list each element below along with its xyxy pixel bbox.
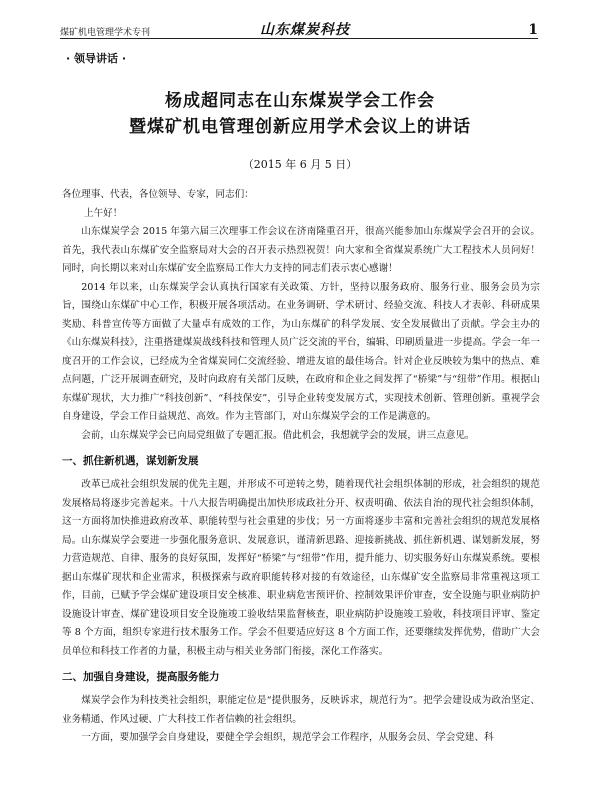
article-title xyxy=(40,88,560,140)
title-line-1: 杨成超同志在山东煤炭学会工作会 xyxy=(165,91,435,111)
paragraph: 煤炭学会作为科技类社会组织，职能定位是“提供服务，反映诉求，规范行为”。把学会建设成为政治坚定、业务精通、作风过硬、广大科技工作者信赖的社会组织。 xyxy=(62,695,540,725)
paragraph: 2014 年以来，山东煤炭学会认真执行国家有关政策、方针，坚持以服务政府、服务行业、服务会员为宗旨，围绕山东煤矿中心工作，积极开展各项活动。在业务调研、学术研讨、经验交流、科技人才表彰、科研成果奖励、科普宣传等方面做了大量卓有成效的工作，为山东煤矿的科学发展、安全发展做出了贡献。学会主办的《山东煤炭科技》，注重搭建煤炭战线科技和管理人员广泛交流的平台，编辑、印刷质量进一步提高。学会一年一度召开的工作会议，已经成为全省煤炭同仁交流经验、增进友谊的最佳场合。针对企业反映较为集中的热点、难点问题，广泛开展调查研究，及时向政府有关部门反映，在政府和企业之间发挥了“桥梁”与“纽带”作用。根据山东煤矿现状，大力推广“科技创新”、“科技保安”，引导企业转变发展方式，实现技术创新、管理创新。重视学会自身建设，学会工作日益规范、高效。作为主管部门，对山东煤炭学会的工作是满意的。 xyxy=(62,281,540,422)
paragraph: 山东煤炭学会 2015 年第六届三次理事工作会议在济南隆重召开，很高兴能参加山东煤炭学会召开的会议。首先，我代表山东煤矿安全监察局对大会的召开表示热烈祝贺！向大家和全省煤炭系统广大工程技术人员问好！同时，向长期以来对山东煤矿安全监察局工作大力支持的同志们表示衷心感谢！ xyxy=(62,226,540,274)
section-heading-2: 二、加强自身建设，提高服务能力 xyxy=(62,671,220,683)
journal-name: 煤矿机电管理学术专刊 xyxy=(60,28,151,38)
section-heading-1: 一、抓住新机遇，谋划新发展 xyxy=(62,455,199,467)
running-header xyxy=(60,16,538,39)
greeting: 各位理事、代表，各位领导、专家，同志们： xyxy=(62,189,254,200)
greeting-hello: 上午好！ xyxy=(84,207,123,219)
paragraph: 一方面，要加强学会自身建设，要健全学会组织，规范学会工作程序，从服务会员、学会党建、科 xyxy=(81,732,494,743)
paragraph: 改革已成社会组织发展的优先主题，并形成不可逆转之势，随着现代社会组织体制的形成，社会组织的规范发展格局将逐步完善起来。十八大报告明确提出加快形成政社分开、权责明确、依法自治的现代社会组织体制，这一方面将加快推进政府改革、职能转型与社会重建的步伐；另一方面将逐步丰富和完善社会组织的规范发展格局。山东煤炭学会要进一步强化服务意识、发展意识，谨清新思路、迎接新挑战、抓住新机遇、谋划新发展，努力营造规范、自律、服务的良好氛围，发挥好“桥梁”与“纽带”作用，提升能力、切实服务好山东煤炭系统。要根据山东煤矿现状和企业需求，积极探索与政府职能转移对接的有效途径，山东煤矿安全监察局非常重视这项工作，目前，已赋予学会煤矿建设项目安全核准、职业病危害预评价、控制效果评价审查，安全设施与职业病防护设施设计审查、煤矿建设项目安全设施竣工验收结果监督核查，职业病防护设施竣工验收，科技项目评审、鉴定等 8 个方面，组织专家进行技术服务工作。学会不但要适应好这 8 个方面工作，还要继续发挥优势，借助广大会员单位和科技工作者的力量，积极主动与相关业务部门衔接，深化工作落实。 xyxy=(62,479,540,657)
journal-logo: 山东煤炭科技 xyxy=(260,22,350,38)
page-number: 1 xyxy=(528,22,538,38)
column-tag: · 领导讲话 · xyxy=(66,52,127,65)
paragraph: 会前，山东煤炭学会已向局党组做了专题汇报。借此机会，我想就学会的发展，讲三点意见。 xyxy=(81,429,475,441)
article-body xyxy=(62,186,540,748)
title-line-2: 暨煤矿机电管理创新应用学术会议上的讲话 xyxy=(129,117,471,137)
speech-date: （2015 年 6 月 5 日） xyxy=(242,158,358,171)
